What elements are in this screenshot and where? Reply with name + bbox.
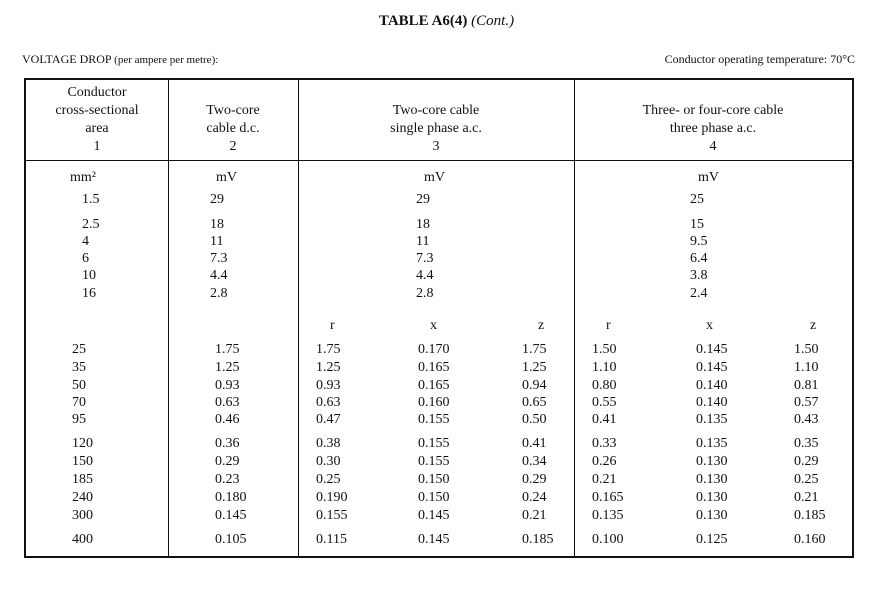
cell-single-z: 0.65	[522, 395, 547, 410]
cell-single-z: 0.21	[522, 508, 547, 523]
cell-single-r: 0.155	[316, 508, 348, 523]
cell-dc: 7.3	[210, 251, 228, 266]
cell-single-x: 0.170	[418, 342, 450, 357]
cell-three-x: 0.145	[696, 360, 728, 375]
cell-single-r: 1.75	[316, 342, 341, 357]
cell-single-r: 0.93	[316, 378, 341, 393]
unit-col1: mm²	[70, 170, 96, 185]
cell-dc: 11	[210, 234, 224, 249]
cell-single-r: 0.38	[316, 436, 341, 451]
cell-single-r: 0.47	[316, 412, 341, 427]
cell-single-r: 0.30	[316, 454, 341, 469]
cell-area: 16	[82, 286, 96, 301]
cell-three-x: 0.130	[696, 454, 728, 469]
cell-single-z: 0.24	[522, 490, 547, 505]
cell-three-phase: 6.4	[690, 251, 708, 266]
cell-three-r: 0.80	[592, 378, 617, 393]
cell-single-phase: 11	[416, 234, 430, 249]
cell-dc: 29	[210, 192, 224, 207]
cell-dc: 0.180	[215, 490, 247, 505]
cell-three-r: 1.50	[592, 342, 617, 357]
header-col4: Three- or four-core cable three phase a.c. 4	[642, 103, 784, 154]
cell-three-z: 0.35	[794, 436, 819, 451]
cell-three-r: 0.165	[592, 490, 624, 505]
cell-three-phase: 9.5	[690, 234, 708, 249]
cell-single-z: 0.94	[522, 378, 547, 393]
cell-single-x: 0.150	[418, 490, 450, 505]
cell-area: 70	[72, 395, 86, 410]
cell-three-z: 0.81	[794, 378, 819, 393]
cell-single-x: 0.155	[418, 436, 450, 451]
cell-single-x: 0.165	[418, 360, 450, 375]
table-title-cont: (Cont.)	[471, 13, 515, 29]
header-divider	[26, 160, 852, 161]
cell-dc: 0.46	[215, 412, 240, 427]
subheader-three-x: x	[706, 318, 713, 333]
subheader-single-x: x	[430, 318, 437, 333]
cell-three-z: 0.29	[794, 454, 819, 469]
unit-col2: mV	[216, 170, 237, 185]
cell-area: 6	[82, 251, 89, 266]
subheader-three-z: z	[810, 318, 817, 333]
cell-three-z: 0.57	[794, 395, 819, 410]
cell-dc: 1.25	[215, 360, 240, 375]
cell-three-x: 0.130	[696, 508, 728, 523]
cell-area: 2.5	[82, 217, 100, 232]
cell-single-phase: 4.4	[416, 268, 434, 283]
cell-area: 120	[72, 436, 93, 451]
cell-area: 4	[82, 234, 89, 249]
cell-three-phase: 25	[690, 192, 704, 207]
cell-area: 400	[72, 532, 93, 547]
cell-single-phase: 29	[416, 192, 430, 207]
cell-three-x: 0.145	[696, 342, 728, 357]
cell-three-phase: 15	[690, 217, 704, 232]
voltage-drop-label: VOLTAGE DROP	[22, 52, 112, 66]
cell-three-z: 0.21	[794, 490, 819, 505]
cell-three-r: 0.33	[592, 436, 617, 451]
cell-dc: 0.29	[215, 454, 240, 469]
cell-three-x: 0.140	[696, 395, 728, 410]
cell-single-z: 0.29	[522, 472, 547, 487]
cell-three-z: 1.10	[794, 360, 819, 375]
cell-single-phase: 2.8	[416, 286, 434, 301]
voltage-drop-unit-note: (per ampere per metre):	[114, 54, 219, 66]
subheader-three-r: r	[606, 318, 611, 333]
cell-three-x: 0.135	[696, 436, 728, 451]
unit-col4: mV	[698, 170, 719, 185]
cell-single-z: 0.50	[522, 412, 547, 427]
cell-single-x: 0.165	[418, 378, 450, 393]
subheader-single-r: r	[330, 318, 335, 333]
cell-three-z: 0.43	[794, 412, 819, 427]
cell-three-r: 0.21	[592, 472, 617, 487]
cell-single-r: 1.25	[316, 360, 341, 375]
cell-area: 50	[72, 378, 86, 393]
cell-dc: 0.23	[215, 472, 240, 487]
cell-single-x: 0.145	[418, 532, 450, 547]
cell-three-x: 0.140	[696, 378, 728, 393]
cell-three-r: 0.55	[592, 395, 617, 410]
cell-area: 10	[82, 268, 96, 283]
table-title-main: TABLE A6(4)	[378, 13, 468, 29]
cell-single-x: 0.150	[418, 472, 450, 487]
cell-dc: 0.145	[215, 508, 247, 523]
cell-three-r: 0.41	[592, 412, 617, 427]
cell-area: 240	[72, 490, 93, 505]
cell-three-z: 0.25	[794, 472, 819, 487]
cell-area: 25	[72, 342, 86, 357]
cell-three-z: 0.185	[794, 508, 826, 523]
cell-dc: 0.93	[215, 378, 240, 393]
cell-three-x: 0.130	[696, 472, 728, 487]
cell-area: 95	[72, 412, 86, 427]
cell-three-phase: 3.8	[690, 268, 708, 283]
cell-three-r: 1.10	[592, 360, 617, 375]
cell-dc: 0.36	[215, 436, 240, 451]
cell-single-z: 1.25	[522, 360, 547, 375]
cell-single-phase: 7.3	[416, 251, 434, 266]
cell-single-r: 0.63	[316, 395, 341, 410]
cell-area: 35	[72, 360, 86, 375]
table-title	[0, 13, 893, 30]
cell-single-z: 0.34	[522, 454, 547, 469]
cell-dc: 18	[210, 217, 224, 232]
cell-three-x: 0.130	[696, 490, 728, 505]
subheader-single-z: z	[538, 318, 545, 333]
cell-three-z: 0.160	[794, 532, 826, 547]
cell-single-z: 0.41	[522, 436, 547, 451]
cell-single-r: 0.190	[316, 490, 348, 505]
cell-area: 150	[72, 454, 93, 469]
cell-dc: 1.75	[215, 342, 240, 357]
cell-three-phase: 2.4	[690, 286, 708, 301]
cell-dc: 0.105	[215, 532, 247, 547]
temperature-note: Conductor operating temperature: 70°C	[664, 52, 855, 66]
cell-area: 300	[72, 508, 93, 523]
cell-area: 1.5	[82, 192, 100, 207]
header-col2: Two-core cable d.c. 2	[206, 103, 260, 154]
cell-single-r: 0.25	[316, 472, 341, 487]
cell-three-r: 0.135	[592, 508, 624, 523]
cell-area: 185	[72, 472, 93, 487]
cell-single-r: 0.115	[316, 532, 347, 547]
cell-single-x: 0.145	[418, 508, 450, 523]
cell-dc: 2.8	[210, 286, 228, 301]
cell-single-x: 0.155	[418, 412, 450, 427]
cell-single-phase: 18	[416, 217, 430, 232]
voltage-drop-table	[24, 78, 854, 558]
cell-three-r: 0.26	[592, 454, 617, 469]
cell-dc: 0.63	[215, 395, 240, 410]
voltage-drop-caption	[22, 52, 218, 67]
cell-single-z: 1.75	[522, 342, 547, 357]
header-col3: Two-core cable single phase a.c. 3	[390, 103, 482, 154]
cell-single-x: 0.160	[418, 395, 450, 410]
cell-three-x: 0.135	[696, 412, 728, 427]
cell-three-z: 1.50	[794, 342, 819, 357]
cell-single-x: 0.155	[418, 454, 450, 469]
cell-dc: 4.4	[210, 268, 228, 283]
cell-single-z: 0.185	[522, 532, 554, 547]
cell-three-x: 0.125	[696, 532, 728, 547]
header-col1: Conductor cross-sectional area 1	[55, 85, 139, 154]
cell-three-r: 0.100	[592, 532, 624, 547]
unit-col3: mV	[424, 170, 445, 185]
